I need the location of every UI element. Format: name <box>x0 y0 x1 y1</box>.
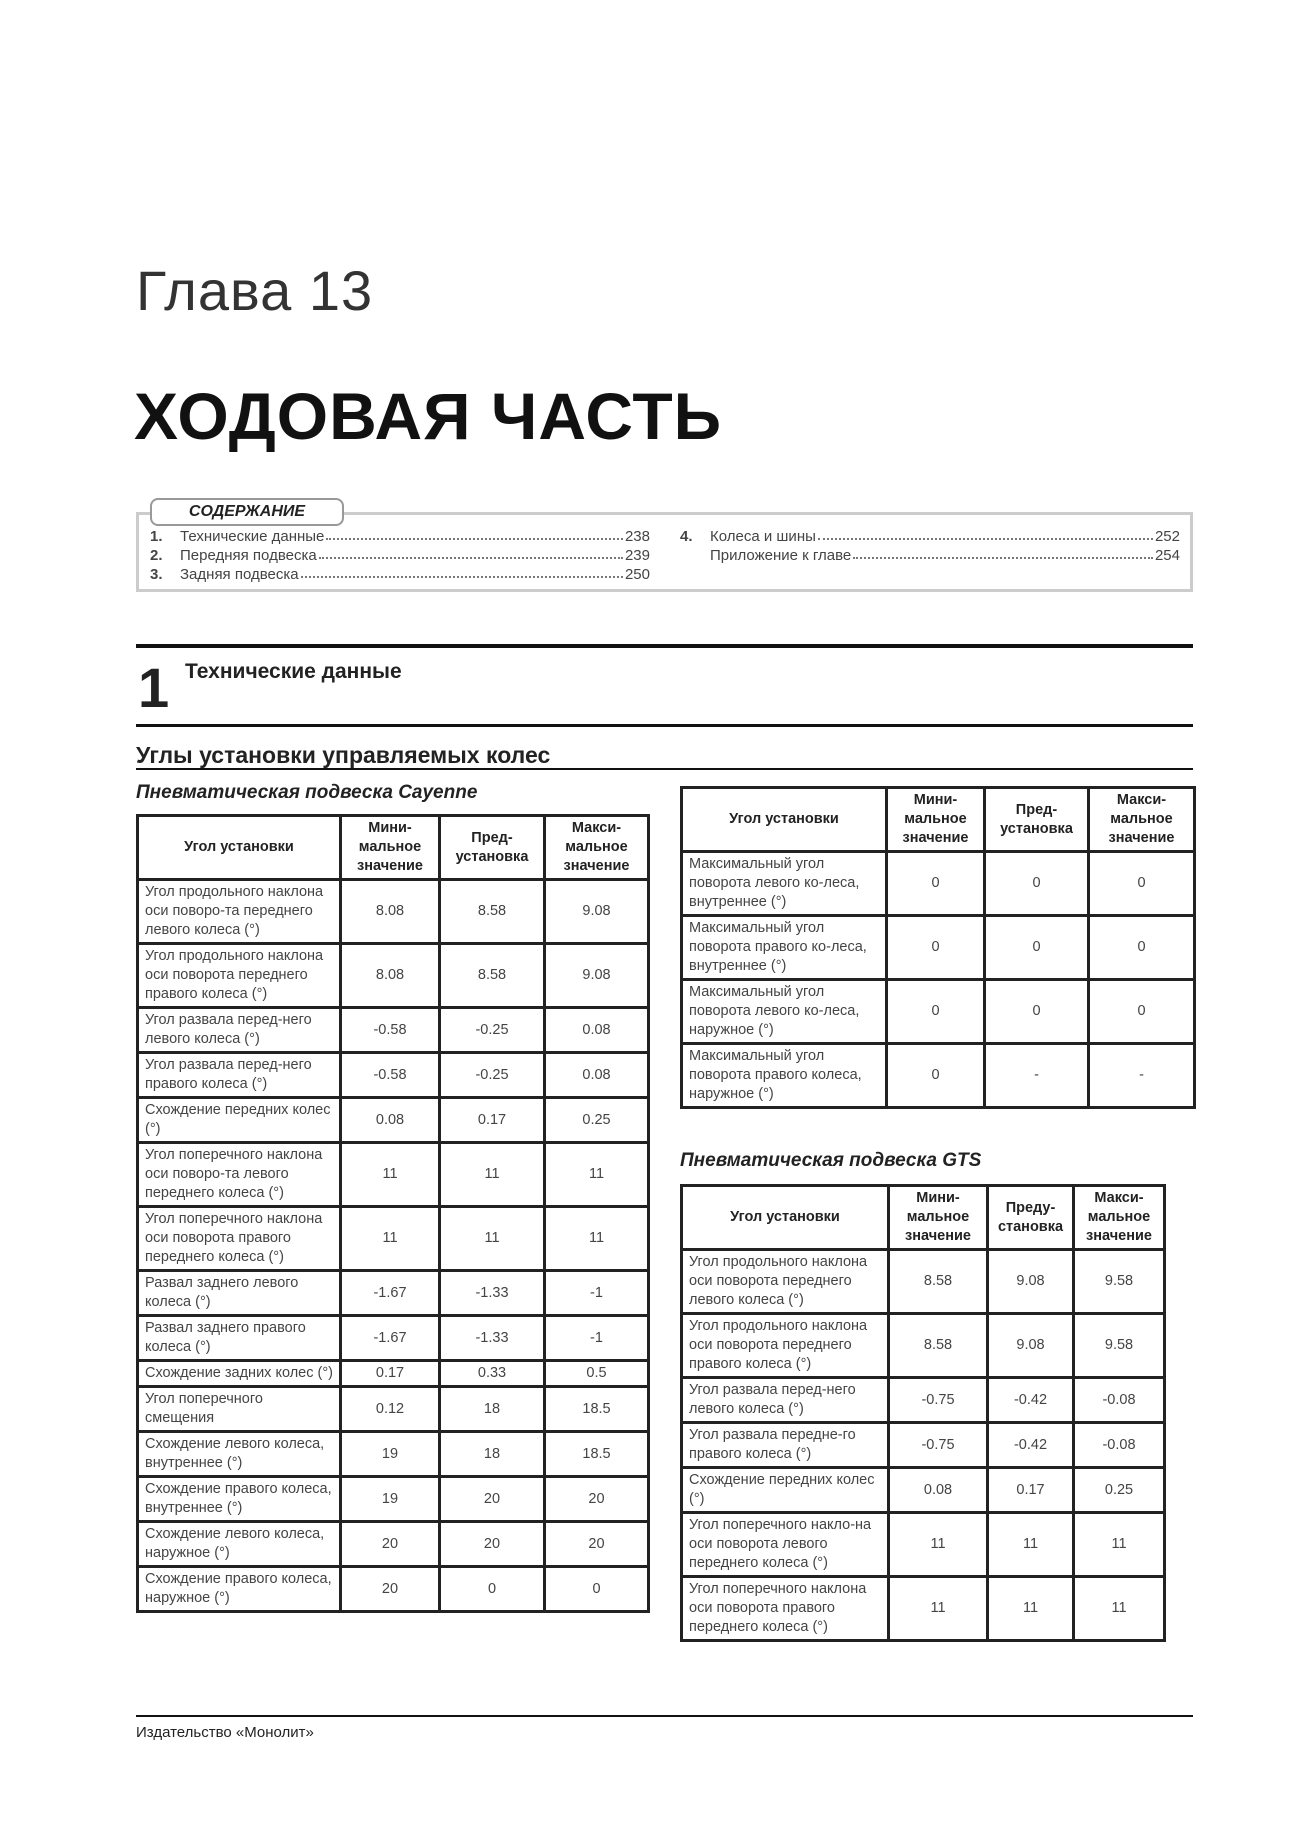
value-cell: -1.33 <box>440 1316 545 1361</box>
table-row <box>138 1143 649 1207</box>
value-cell: 9.08 <box>545 944 649 1008</box>
value-cell: 8.08 <box>341 880 440 944</box>
parameter-cell: Максимальный угол поворота правого ко-леса, внутреннее (°) <box>682 916 887 980</box>
toc-item[interactable] <box>150 547 650 564</box>
parameter-cell: Угол развала перед-него правого колеса (°) <box>138 1053 341 1098</box>
table-row <box>138 1098 649 1143</box>
table-caption-cayenne: Пневматическая подвеска Cayenne <box>136 782 478 803</box>
table-row <box>138 1053 649 1098</box>
value-cell: -0.25 <box>440 1008 545 1053</box>
value-cell: 0.5 <box>545 1361 649 1387</box>
toc-leader-dots <box>319 547 623 559</box>
value-cell: 20 <box>545 1477 649 1522</box>
value-cell: 0.25 <box>545 1098 649 1143</box>
parameter-cell: Максимальный угол поворота левого ко-леса, внутреннее (°) <box>682 852 887 916</box>
table-header-row <box>682 1186 1165 1250</box>
value-cell: -1.33 <box>440 1271 545 1316</box>
column-header: Макси-мальное значение <box>545 816 649 880</box>
column-header: Мини-мальное значение <box>887 788 985 852</box>
value-cell: 19 <box>341 1432 440 1477</box>
value-cell: 0 <box>887 1044 985 1108</box>
table-row <box>682 1513 1165 1577</box>
value-cell: 9.58 <box>1074 1250 1165 1314</box>
parameter-cell: Схождение левого колеса, наружное (°) <box>138 1522 341 1567</box>
value-cell: -1 <box>545 1316 649 1361</box>
toc-item-page: 250 <box>624 566 650 583</box>
value-cell: 0 <box>440 1567 545 1612</box>
value-cell: 8.08 <box>341 944 440 1008</box>
value-cell: 11 <box>440 1207 545 1271</box>
toc-item[interactable] <box>680 547 1180 564</box>
table-header-row <box>138 816 649 880</box>
value-cell: 8.58 <box>889 1250 988 1314</box>
value-cell: 19 <box>341 1477 440 1522</box>
section-rule-top <box>136 644 1193 648</box>
value-cell: 9.08 <box>545 880 649 944</box>
value-cell: -0.08 <box>1074 1378 1165 1423</box>
parameter-cell: Схождение правого колеса, наружное (°) <box>138 1567 341 1612</box>
table-caption-gts: Пневматическая подвеска GTS <box>680 1150 982 1171</box>
toc-item-title: Передняя подвеска <box>180 547 317 564</box>
toc-leader-dots <box>818 528 1153 540</box>
value-cell: -0.08 <box>1074 1423 1165 1468</box>
table-row <box>682 1423 1165 1468</box>
parameter-cell: Схождение левого колеса, внутреннее (°) <box>138 1432 341 1477</box>
value-cell: - <box>985 1044 1089 1108</box>
value-cell: 0.33 <box>440 1361 545 1387</box>
subsection-title: Углы установки управляемых колес <box>136 742 551 768</box>
table-row <box>138 1477 649 1522</box>
toc-item-number: 2. <box>150 547 163 564</box>
value-cell: - <box>1089 1044 1195 1108</box>
toc-item-title: Задняя подвеска <box>180 566 299 583</box>
value-cell: -0.25 <box>440 1053 545 1098</box>
value-cell: -1 <box>545 1271 649 1316</box>
value-cell: 0.08 <box>545 1008 649 1053</box>
value-cell: -0.75 <box>889 1423 988 1468</box>
value-cell: 18.5 <box>545 1387 649 1432</box>
value-cell: 8.58 <box>440 944 545 1008</box>
toc-item-page: 252 <box>1154 528 1180 545</box>
value-cell: 11 <box>545 1207 649 1271</box>
value-cell: 11 <box>889 1577 988 1641</box>
section-rule-bottom <box>136 724 1193 727</box>
value-cell: 9.58 <box>1074 1314 1165 1378</box>
value-cell: 11 <box>341 1143 440 1207</box>
value-cell: 20 <box>545 1522 649 1567</box>
value-cell: 11 <box>988 1513 1074 1577</box>
parameter-cell: Угол развала перед-него левого колеса (°) <box>682 1378 889 1423</box>
table-row <box>138 880 649 944</box>
parameter-cell: Угол продольного наклона оси поворота переднего правого колеса (°) <box>682 1314 889 1378</box>
value-cell: 9.08 <box>988 1250 1074 1314</box>
table-row <box>138 1387 649 1432</box>
gts-table <box>680 1184 1166 1642</box>
value-cell: 0 <box>1089 916 1195 980</box>
value-cell: 0 <box>1089 852 1195 916</box>
steering-angle-table <box>680 786 1196 1109</box>
value-cell: -0.75 <box>889 1378 988 1423</box>
value-cell: -0.42 <box>988 1423 1074 1468</box>
column-header: Макси-мальное значение <box>1089 788 1195 852</box>
toc-item[interactable] <box>150 566 650 583</box>
value-cell: 8.58 <box>889 1314 988 1378</box>
toc-item-page: 254 <box>1154 547 1180 564</box>
value-cell: -0.42 <box>988 1378 1074 1423</box>
table-header-row <box>682 788 1195 852</box>
parameter-cell: Максимальный угол поворота правого колеса, наружное (°) <box>682 1044 887 1108</box>
parameter-cell: Схождение правого колеса, внутреннее (°) <box>138 1477 341 1522</box>
column-header: Преду-становка <box>988 1186 1074 1250</box>
value-cell: 11 <box>988 1577 1074 1641</box>
parameter-cell: Угол поперечного наклона оси поворота правого переднего колеса (°) <box>138 1207 341 1271</box>
value-cell: 18 <box>440 1432 545 1477</box>
parameter-cell: Угол продольного наклона оси поворота переднего левого колеса (°) <box>682 1250 889 1314</box>
table-row <box>682 1044 1195 1108</box>
parameter-cell: Угол поперечного смещения <box>138 1387 341 1432</box>
publisher-footer: Издательство «Монолит» <box>136 1724 314 1741</box>
value-cell: 0.08 <box>889 1468 988 1513</box>
toc-item-page: 238 <box>624 528 650 545</box>
value-cell: 11 <box>440 1143 545 1207</box>
toc-item-page: 239 <box>624 547 650 564</box>
value-cell: 0 <box>985 916 1089 980</box>
toc-item[interactable] <box>150 528 650 545</box>
table-row <box>138 1008 649 1053</box>
table-row <box>682 1378 1165 1423</box>
value-cell: 20 <box>440 1522 545 1567</box>
table-row <box>138 944 649 1008</box>
column-header: Угол установки <box>682 788 887 852</box>
parameter-cell: Максимальный угол поворота левого ко-леса, наружное (°) <box>682 980 887 1044</box>
table-row <box>682 916 1195 980</box>
toc-item-number: 3. <box>150 566 163 583</box>
column-header: Мини-мальное значение <box>889 1186 988 1250</box>
table-row <box>682 1250 1165 1314</box>
table-row <box>682 980 1195 1044</box>
parameter-cell: Развал заднего правого колеса (°) <box>138 1316 341 1361</box>
value-cell: 18.5 <box>545 1432 649 1477</box>
table-row <box>682 1468 1165 1513</box>
table-row <box>138 1567 649 1612</box>
table-row <box>138 1207 649 1271</box>
parameter-cell: Угол поперечного накло-на оси поворота левого переднего колеса (°) <box>682 1513 889 1577</box>
value-cell: 0 <box>1089 980 1195 1044</box>
toc-item-number: 1. <box>150 528 163 545</box>
chapter-number: Глава 13 <box>136 259 374 322</box>
table-row <box>682 852 1195 916</box>
value-cell: 11 <box>1074 1577 1165 1641</box>
parameter-cell: Схождение задних колес (°) <box>138 1361 341 1387</box>
toc-item-title: Приложение к главе <box>710 547 852 564</box>
value-cell: -0.58 <box>341 1008 440 1053</box>
parameter-cell: Угол поперечного наклона оси поворо-та левого переднего колеса (°) <box>138 1143 341 1207</box>
cayenne-table <box>136 814 650 1613</box>
table-row <box>682 1577 1165 1641</box>
parameter-cell: Схождение передних колес (°) <box>682 1468 889 1513</box>
toc-leader-dots <box>326 528 623 540</box>
table-row <box>138 1361 649 1387</box>
value-cell: 11 <box>1074 1513 1165 1577</box>
table-row <box>138 1522 649 1567</box>
value-cell: 18 <box>440 1387 545 1432</box>
column-header: Пред-установка <box>440 816 545 880</box>
section-number: 1 <box>138 656 170 719</box>
value-cell: 0 <box>545 1567 649 1612</box>
value-cell: 0.25 <box>1074 1468 1165 1513</box>
parameter-cell: Угол поперечного наклона оси поворота правого переднего колеса (°) <box>682 1577 889 1641</box>
value-cell: 0.08 <box>545 1053 649 1098</box>
footer-rule <box>136 1715 1193 1717</box>
toc-item-number <box>680 547 710 564</box>
value-cell: -1.67 <box>341 1316 440 1361</box>
table-row <box>138 1271 649 1316</box>
value-cell: 0.12 <box>341 1387 440 1432</box>
subsection-rule <box>136 768 1193 770</box>
value-cell: -1.67 <box>341 1271 440 1316</box>
value-cell: 11 <box>889 1513 988 1577</box>
column-header: Угол установки <box>138 816 341 880</box>
parameter-cell: Схождение передних колес (°) <box>138 1098 341 1143</box>
column-header: Макси-мальное значение <box>1074 1186 1165 1250</box>
value-cell: 8.58 <box>440 880 545 944</box>
toc-item-title: Колеса и шины <box>710 528 816 545</box>
parameter-cell: Угол развала перед-него левого колеса (°) <box>138 1008 341 1053</box>
chapter-title: ХОДОВАЯ ЧАСТЬ <box>134 379 723 453</box>
value-cell: 0 <box>887 852 985 916</box>
value-cell: 20 <box>341 1522 440 1567</box>
table-row <box>138 1316 649 1361</box>
toc-item[interactable] <box>680 528 1180 545</box>
column-header: Мини-мальное значение <box>341 816 440 880</box>
value-cell: 20 <box>341 1567 440 1612</box>
toc-leader-dots <box>301 566 623 578</box>
parameter-cell: Развал заднего левого колеса (°) <box>138 1271 341 1316</box>
value-cell: 0 <box>985 980 1089 1044</box>
toc-item-number: 4. <box>680 528 693 545</box>
parameter-cell: Угол развала передне-го правого колеса (°) <box>682 1423 889 1468</box>
section-title: Технические данные <box>185 660 402 683</box>
value-cell: 0 <box>887 916 985 980</box>
value-cell: 0.08 <box>341 1098 440 1143</box>
column-header: Угол установки <box>682 1186 889 1250</box>
value-cell: 0 <box>985 852 1089 916</box>
value-cell: 0.17 <box>988 1468 1074 1513</box>
toc-label: СОДЕРЖАНИЕ <box>150 498 344 526</box>
value-cell: 0 <box>887 980 985 1044</box>
value-cell: 11 <box>341 1207 440 1271</box>
column-header: Пред-установка <box>985 788 1089 852</box>
value-cell: 0.17 <box>440 1098 545 1143</box>
table-row <box>138 1432 649 1477</box>
toc-leader-dots <box>853 547 1153 559</box>
value-cell: 9.08 <box>988 1314 1074 1378</box>
value-cell: 20 <box>440 1477 545 1522</box>
parameter-cell: Угол продольного наклона оси поворо-та переднего левого колеса (°) <box>138 880 341 944</box>
value-cell: 11 <box>545 1143 649 1207</box>
toc-item-title: Технические данные <box>180 528 325 545</box>
table-row <box>682 1314 1165 1378</box>
value-cell: 0.17 <box>341 1361 440 1387</box>
value-cell: -0.58 <box>341 1053 440 1098</box>
parameter-cell: Угол продольного наклона оси поворота переднего правого колеса (°) <box>138 944 341 1008</box>
